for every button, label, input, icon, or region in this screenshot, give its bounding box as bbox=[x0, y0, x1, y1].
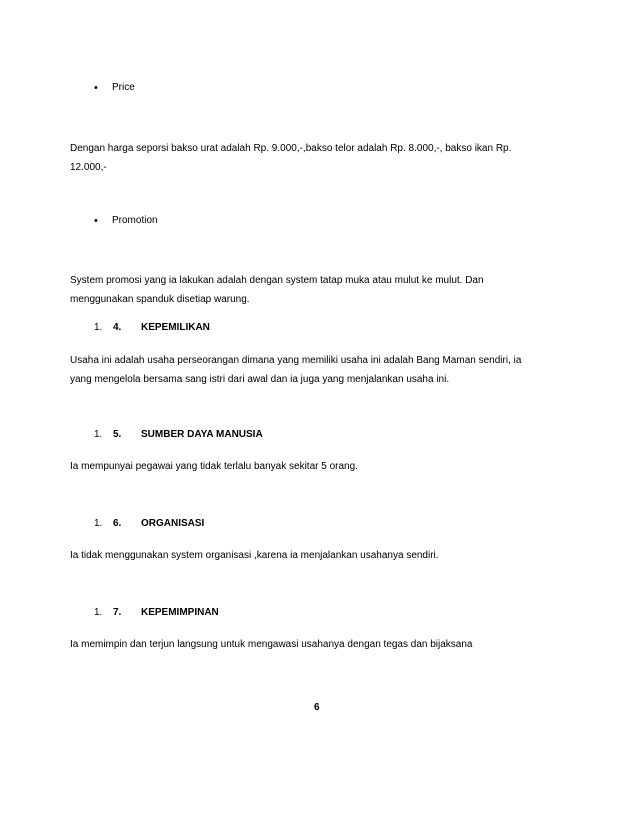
kepemilikan-paragraph-line-1: Usaha ini adalah usaha perseorangan dimana yang memiliki usaha ini adalah Bang Maman sendiri, ia bbox=[70, 355, 522, 366]
promotion-paragraph bbox=[70, 271, 570, 309]
page-number: 6 bbox=[314, 702, 320, 713]
kepemimpinan-paragraph bbox=[70, 635, 570, 654]
heading-sdm-number: 5. bbox=[113, 429, 122, 440]
heading-organisasi-number: 6. bbox=[113, 518, 122, 529]
promotion-paragraph-line-2: menggunakan spanduk disetiap warung. bbox=[70, 294, 250, 305]
organisasi-paragraph bbox=[70, 546, 570, 565]
heading-kepemimpinan-list-number: 1. bbox=[94, 607, 103, 618]
promotion-paragraph-line-1: System promosi yang ia lakukan adalah dengan system tatap muka atau mulut ke mulut. Dan bbox=[70, 275, 484, 286]
heading-kepemimpinan-number: 7. bbox=[113, 607, 122, 618]
bullet-promotion-symbol: • bbox=[94, 215, 98, 227]
sdm-paragraph-line-1: Ia mempunyai pegawai yang tidak terlalu banyak sekitar 5 orang. bbox=[70, 461, 358, 472]
price-paragraph-line-2: 12.000,- bbox=[70, 162, 107, 173]
heading-kepemilikan-list-number: 1. bbox=[94, 322, 103, 333]
heading-kepemimpinan-title: KEPEMIMPINAN bbox=[141, 607, 219, 618]
organisasi-paragraph-line-1: Ia tidak menggunakan system organisasi ,karena ia menjalankan usahanya sendiri. bbox=[70, 550, 439, 561]
heading-sdm-title: SUMBER DAYA MANUSIA bbox=[141, 429, 263, 440]
price-paragraph-line-1: Dengan harga seporsi bakso urat adalah Rp. 9.000,-,bakso telor adalah Rp. 8.000,-, bakso ikan Rp. bbox=[70, 143, 512, 154]
heading-organisasi-list-number: 1. bbox=[94, 518, 103, 529]
bullet-price-symbol: • bbox=[94, 82, 98, 94]
kepemilikan-paragraph-line-2: yang mengelola bersama sang istri dari awal dan ia juga yang menjalankan usaha ini. bbox=[70, 374, 450, 385]
bullet-promotion-label: Promotion bbox=[112, 215, 158, 226]
price-paragraph bbox=[70, 139, 570, 177]
sdm-paragraph bbox=[70, 457, 570, 476]
kepemilikan-paragraph bbox=[70, 351, 570, 389]
heading-kepemilikan-number: 4. bbox=[113, 322, 122, 333]
bullet-price-label: Price bbox=[112, 82, 135, 93]
heading-organisasi-title: ORGANISASI bbox=[141, 518, 205, 529]
heading-sdm-list-number: 1. bbox=[94, 429, 103, 440]
heading-kepemilikan-title: KEPEMILIKAN bbox=[141, 322, 210, 333]
kepemimpinan-paragraph-line-1: Ia memimpin dan terjun langsung untuk mengawasi usahanya dengan tegas dan bijaksana bbox=[70, 639, 473, 650]
